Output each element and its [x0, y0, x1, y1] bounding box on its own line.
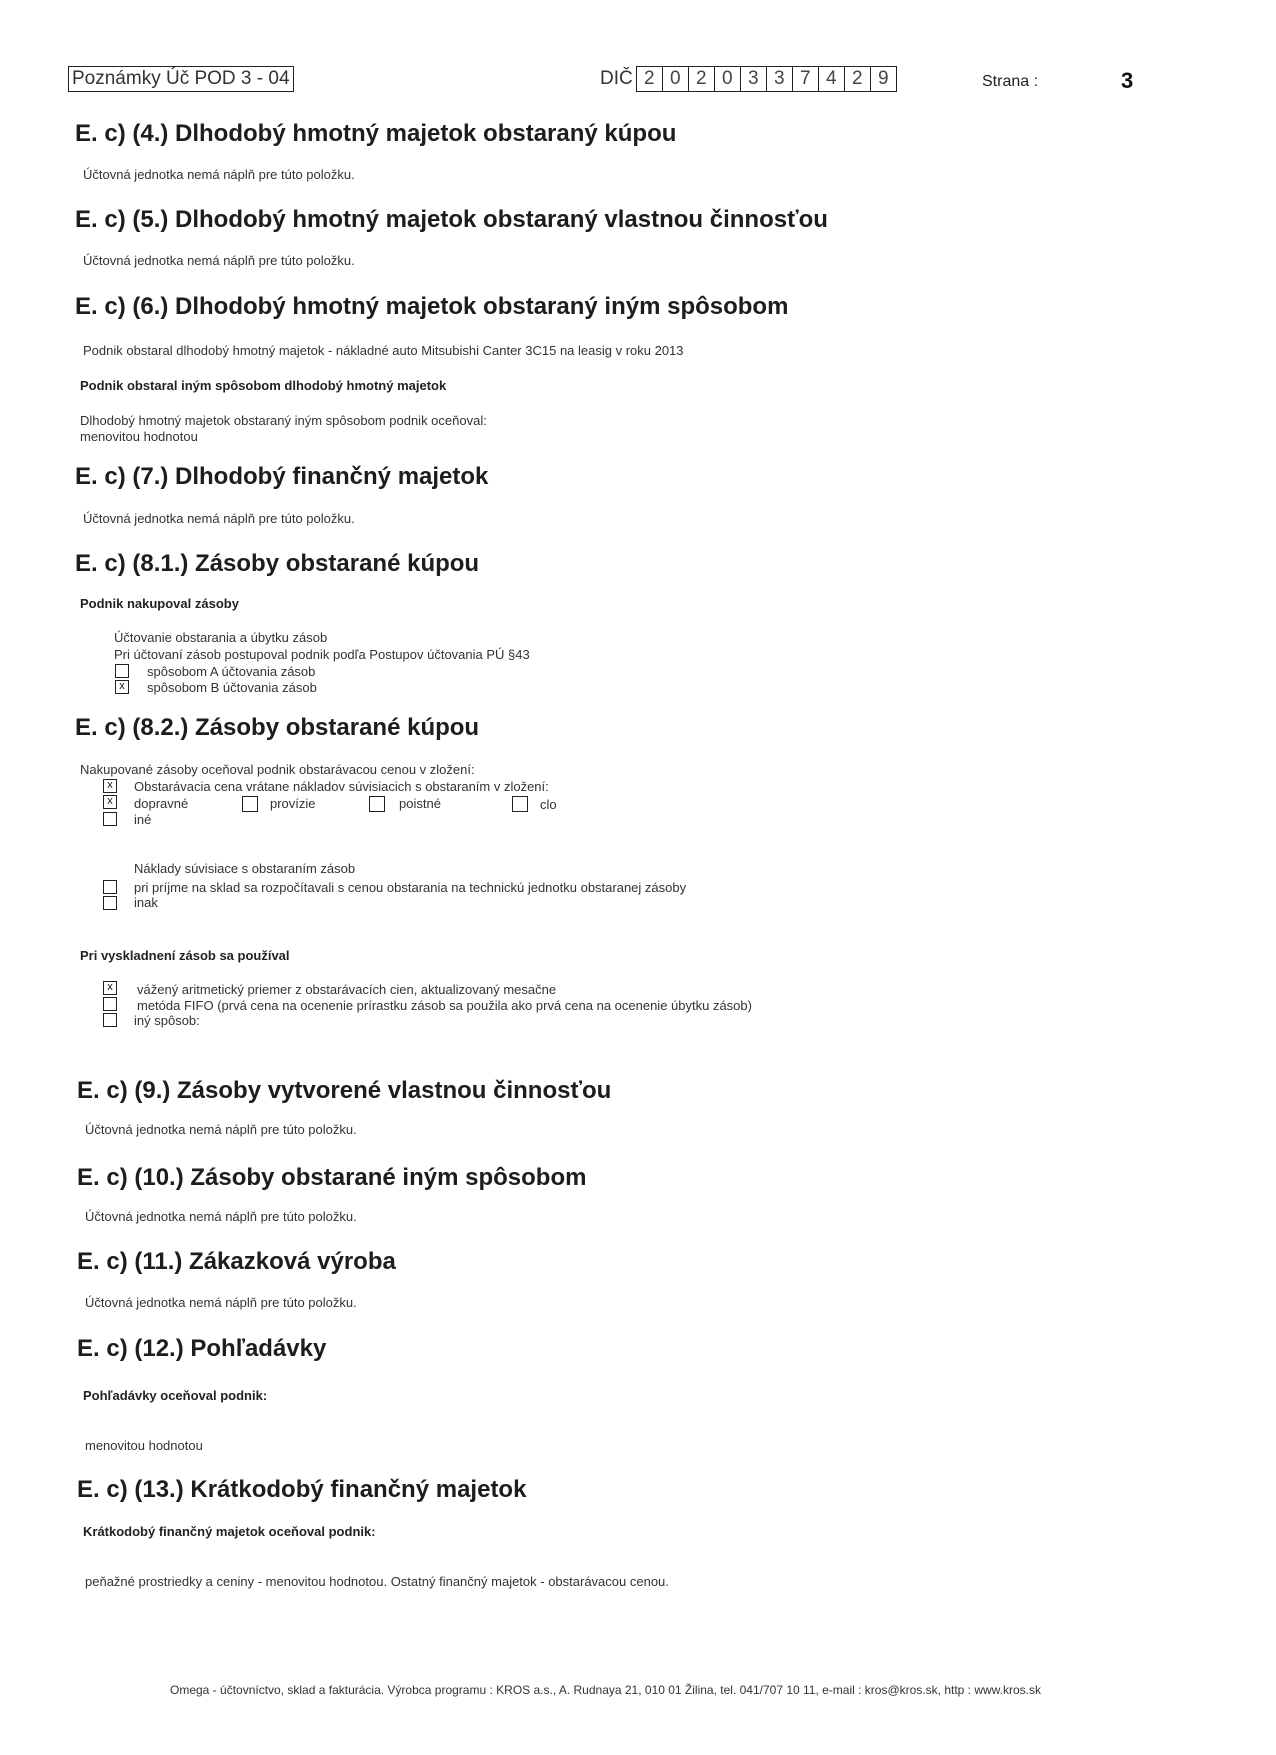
section-text-6: Podnik obstaral dlhodobý hmotný majetok - nákladné auto Mitsubishi Canter 3C15 na leasig v roku 2013 — [83, 343, 684, 358]
dic-digit: 2 — [643, 68, 655, 89]
page-number: 3 — [1121, 68, 1134, 93]
dic-digit: 4 — [818, 67, 844, 91]
storage-heading: Pri vyskladnení zásob sa používal — [80, 948, 290, 963]
dic-digit: 2 — [688, 67, 714, 91]
section-text-11: Účtovná jednotka nemá náplň pre túto položku. — [85, 1295, 357, 1310]
storage-option-1-checkbox[interactable]: x — [103, 981, 117, 995]
option-b-label: spôsobom B účtovania zásob — [147, 680, 317, 695]
accounting-line-2: Pri účtovaní zásob postupoval podnik podľa Postupov účtovania PÚ §43 — [114, 647, 530, 662]
valuation-line-1: Dlhodobý hmotný majetok obstaraný iným spôsobom podnik oceňoval: — [80, 413, 487, 428]
commission-checkbox[interactable] — [242, 796, 258, 812]
transport-checkbox[interactable]: x — [103, 795, 117, 809]
storage-option-3-checkbox[interactable] — [103, 1013, 117, 1027]
section-title-13: E. c) (13.) Krátkodobý finančný majetok — [77, 1476, 527, 1503]
purchase-intro: Nakupované zásoby oceňoval podnik obstarávacou cenou v zložení: — [80, 762, 475, 777]
insurance-label: poistné — [399, 796, 441, 811]
costs-option-1-label: pri príjme na sklad sa rozpočítavali s cenou obstarania na technickú jednotku obstaranej zásoby — [134, 880, 687, 895]
section-title-6: E. c) (6.) Dlhodobý hmotný majetok obstaraný iným spôsobom — [75, 293, 789, 320]
customs-checkbox[interactable] — [512, 796, 528, 812]
document-label: Poznámky Úč POD 3 - 04 — [68, 66, 294, 92]
section-text-12: menovitou hodnotou — [85, 1438, 203, 1453]
section-title-9: E. c) (9.) Zásoby vytvorené vlastnou činnosťou — [77, 1077, 612, 1104]
storage-option-3-label: iný spôsob: — [134, 1013, 200, 1028]
section-text-13: peňažné prostriedky a ceniny - menovitou hodnotou. Ostatný finančný majetok - obstarávacou cenou. — [85, 1574, 669, 1589]
dic-digit: 2 — [844, 67, 870, 91]
option-a-checkbox[interactable] — [115, 664, 129, 678]
costs-option-2-label: inak — [134, 895, 158, 910]
storage-option-1-label: vážený aritmetický priemer z obstarávacích cien, aktualizovaný mesačne — [137, 982, 557, 997]
section-subheading-8-1: Podnik nakupoval zásoby — [80, 596, 239, 611]
section-title-8-2: E. c) (8.2.) Zásoby obstarané kúpou — [75, 714, 480, 741]
section-text-9: Účtovná jednotka nemá náplň pre túto položku. — [85, 1122, 357, 1137]
costs-option-1-checkbox[interactable] — [103, 880, 117, 894]
page-label: Strana : — [982, 73, 1039, 90]
cost-checkbox[interactable]: x — [103, 779, 117, 793]
dic-digit: 3 — [740, 67, 766, 91]
storage-option-2-checkbox[interactable] — [103, 997, 117, 1011]
section-subheading-13: Krátkodobý finančný majetok oceňoval podnik: — [83, 1524, 376, 1539]
section-title-5: E. c) (5.) Dlhodobý hmotný majetok obstaraný vlastnou činnosťou — [75, 206, 828, 233]
dic-digit: 7 — [792, 67, 818, 91]
other-cost-label: iné — [134, 812, 152, 827]
other-cost-checkbox[interactable] — [103, 812, 117, 826]
dic-label: DIČ — [600, 68, 633, 89]
footer-text: Omega - účtovníctvo, sklad a fakturácia. Výrobca programu : KROS a.s., A. Rudnaya 21, 010 01 Žilina, tel. 041/707 10 11, e-mail : kros@kros.sk, http : www.kros.sk — [170, 1683, 1042, 1697]
section-subheading-12: Pohľadávky oceňoval podnik: — [83, 1388, 268, 1403]
section-title-4: E. c) (4.) Dlhodobý hmotný majetok obstaraný kúpou — [75, 120, 677, 147]
section-title-7: E. c) (7.) Dlhodobý finančný majetok — [75, 463, 489, 490]
section-title-12: E. c) (12.) Pohľadávky — [77, 1335, 327, 1362]
section-text-4: Účtovná jednotka nemá náplň pre túto položku. — [83, 167, 355, 182]
section-title-10: E. c) (10.) Zásoby obstarané iným spôsobom — [77, 1164, 587, 1191]
section-text-7: Účtovná jednotka nemá náplň pre túto položku. — [83, 511, 355, 526]
section-text-5: Účtovná jednotka nemá náplň pre túto položku. — [83, 253, 355, 268]
commission-label: provízie — [270, 796, 316, 811]
valuation-line-2: menovitou hodnotou — [80, 429, 198, 444]
dic-digit: 0 — [662, 67, 688, 91]
section-subheading-6: Podnik obstaral iným spôsobom dlhodobý hmotný majetok — [80, 378, 447, 393]
accounting-line-1: Účtovanie obstarania a úbytku zásob — [114, 630, 328, 645]
dic-digit: 0 — [714, 67, 740, 91]
section-text-10: Účtovná jednotka nemá náplň pre túto položku. — [85, 1209, 357, 1224]
option-a-label: spôsobom A účtovania zásob — [147, 664, 316, 679]
transport-label: dopravné — [134, 796, 189, 811]
dic-digit: 9 — [870, 67, 896, 91]
dic-digit-boxes — [636, 66, 897, 92]
insurance-checkbox[interactable] — [369, 796, 385, 812]
costs-option-2-checkbox[interactable] — [103, 896, 117, 910]
section-title-11: E. c) (11.) Zákazková výroba — [77, 1248, 396, 1275]
section-title-8-1: E. c) (8.1.) Zásoby obstarané kúpou — [75, 550, 480, 577]
costs-heading: Náklady súvisiace s obstaraním zásob — [134, 861, 356, 876]
dic-digit: 3 — [766, 67, 792, 91]
cost-label: Obstarávacia cena vrátane nákladov súvisiacich s obstaraním v zložení: — [134, 779, 549, 794]
storage-option-2-label: metóda FIFO (prvá cena na ocenenie prírastku zásob sa použila ako prvá cena na ocenenie úbytku zásob) — [137, 998, 752, 1013]
option-b-checkbox[interactable]: x — [115, 680, 129, 694]
customs-label: clo — [540, 797, 557, 812]
dic-field — [600, 66, 897, 92]
